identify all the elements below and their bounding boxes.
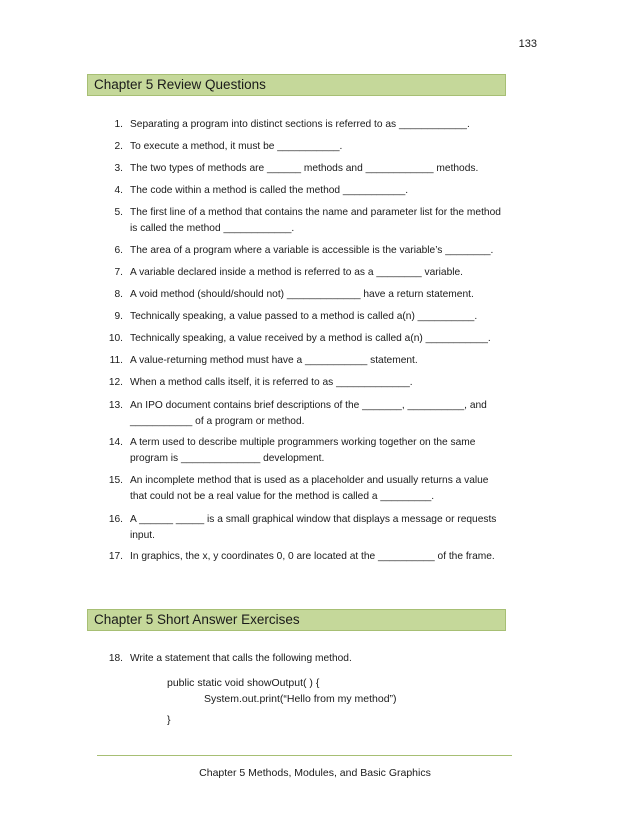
code-line-2: System.out.print(“Hello from my method”) [204,693,397,705]
footer-divider [97,755,512,756]
footer-text: Chapter 5 Methods, Modules, and Basic Graphics [199,767,431,779]
question-number: 12. [108,377,123,388]
question-text: An IPO document contains brief descriptions of the _______, __________, and ___________ of a program or method. [130,400,487,427]
exercise-number: 18. [108,653,123,664]
question-number: 2. [114,141,123,152]
question-text: To execute a method, it must be ___________. [130,141,343,152]
question-text: The area of a program where a variable is accessible is the variable’s ________. [130,245,494,256]
code-line-3: } [167,714,171,726]
question-number: 4. [114,185,123,196]
question-number: 15. [108,475,123,486]
question-number: 11. [109,355,123,366]
question-text: The first line of a method that contains the name and parameter list for the method is called the method ____________. [130,207,501,234]
question-text: A void method (should/should not) _____________ have a return statement. [130,289,474,300]
question-text: In graphics, the x, y coordinates 0, 0 are located at the __________ of the frame. [130,551,495,562]
exercise-text: Write a statement that calls the following method. [130,653,352,664]
code-line-1: public static void showOutput( ) { [167,677,320,689]
question-number: 8. [114,289,123,300]
question-number: 9. [114,311,123,322]
question-text: When a method calls itself, it is referred to as _____________. [130,377,413,388]
question-text: Technically speaking, a value passed to a method is called a(n) __________. [130,311,478,322]
question-text: The code within a method is called the method ___________. [130,185,409,196]
question-text: A value-returning method must have a ___________ statement. [130,355,418,366]
question-text: Technically speaking, a value received by a method is called a(n) ___________. [130,333,491,344]
question-text: The two types of methods are ______ methods and ____________ methods. [130,163,479,174]
question-number: 1. [114,119,123,130]
question-text: An incomplete method that is used as a placeholder and usually returns a value that could not be a real value for the method is called a _________. [130,475,489,502]
question-number: 6. [114,245,123,256]
page-number: 133 [518,38,537,50]
question-text: A term used to describe multiple programmers working together on the same program is ______________ development. [130,437,476,464]
question-number: 7. [114,267,123,278]
question-number: 14. [108,437,123,448]
question-number: 5. [114,207,123,218]
review-questions-header: Chapter 5 Review Questions [87,74,506,96]
question-text: A variable declared inside a method is referred to as a ________ variable. [130,267,463,278]
question-text: Separating a program into distinct sections is referred to as ____________. [130,119,470,130]
question-number: 16. [108,514,123,525]
question-number: 3. [114,163,123,174]
question-number: 13. [108,400,123,411]
question-text: A ______ _____ is a small graphical window that displays a message or requests input. [130,514,497,541]
question-number: 10. [108,333,123,344]
short-answer-header: Chapter 5 Short Answer Exercises [87,609,506,631]
question-number: 17. [108,551,123,562]
